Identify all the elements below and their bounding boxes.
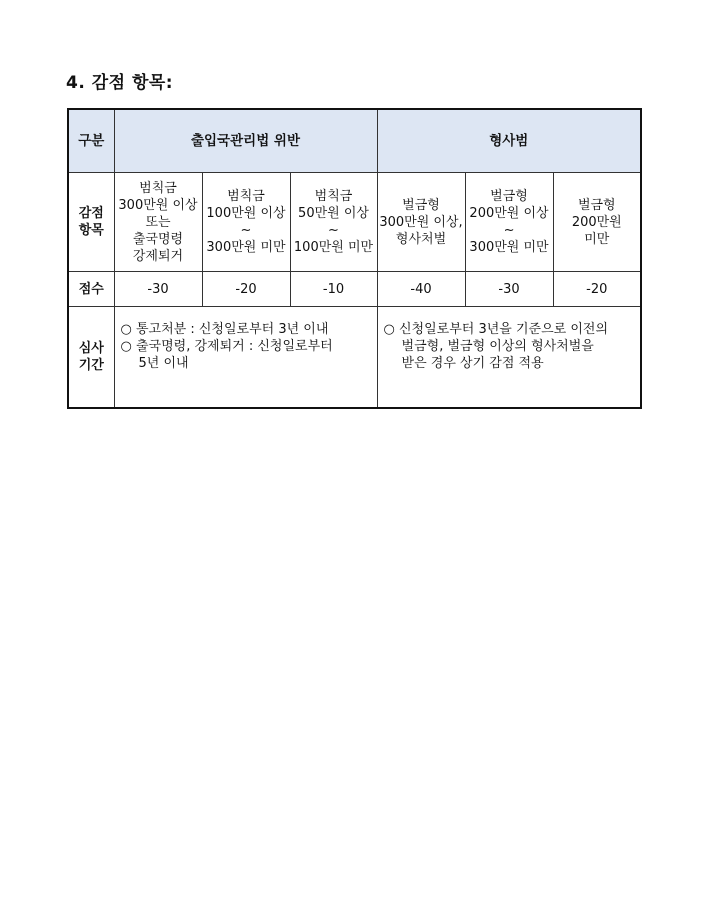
deduction-items-row bbox=[68, 173, 641, 272]
item-penalty-200-300: 벌금형 200만원 이상 ~ 300만원 미만 bbox=[465, 173, 553, 272]
header-immigration-violation: 출입국관리법 위반 bbox=[114, 109, 377, 173]
header-row bbox=[68, 109, 641, 173]
item-penalty-under-200: 벌금형 200만원 미만 bbox=[553, 173, 641, 272]
note-line: ○ 신청일로부터 3년을 기준으로 이전의 bbox=[383, 322, 609, 337]
header-criminal: 형사범 bbox=[377, 109, 641, 173]
review-period-row bbox=[68, 307, 641, 409]
note-line: 벌금형, 벌금형 이상의 형사처벌을 bbox=[401, 339, 594, 354]
item-penalty-300-criminal: 벌금형 300만원 이상, 형사처벌 bbox=[377, 173, 465, 272]
row-label-score: 점수 bbox=[68, 272, 114, 307]
header-category: 구분 bbox=[68, 109, 114, 173]
score-cell: -40 bbox=[377, 272, 465, 307]
score-cell: -20 bbox=[202, 272, 290, 307]
deduction-table bbox=[67, 108, 642, 409]
score-cell: -10 bbox=[290, 272, 377, 307]
item-fine-300-or-deportation: 범칙금 300만원 이상 또는 출국명령 강제퇴거 bbox=[114, 173, 202, 272]
section-heading: 4. 감점 항목: bbox=[66, 73, 174, 93]
item-fine-50-100: 범칙금 50만원 이상 ~ 100만원 미만 bbox=[290, 173, 377, 272]
score-cell: -30 bbox=[114, 272, 202, 307]
score-row bbox=[68, 272, 641, 307]
note-line: ○ 통고처분 : 신청일로부터 3년 이내 bbox=[120, 322, 329, 337]
note-line: 5년 이내 bbox=[138, 356, 189, 371]
period-immigration-notes bbox=[114, 307, 377, 409]
period-criminal-notes bbox=[377, 307, 641, 409]
score-cell: -20 bbox=[553, 272, 641, 307]
note-line: 받은 경우 상기 감점 적용 bbox=[401, 356, 544, 371]
item-fine-100-300: 범칙금 100만원 이상 ~ 300만원 미만 bbox=[202, 173, 290, 272]
row-label-review-period: 심사 기간 bbox=[68, 307, 114, 409]
row-label-deduction-items: 감점 항목 bbox=[68, 173, 114, 272]
score-cell: -30 bbox=[465, 272, 553, 307]
note-line: ○ 출국명령, 강제퇴거 : 신청일로부터 bbox=[120, 339, 333, 354]
